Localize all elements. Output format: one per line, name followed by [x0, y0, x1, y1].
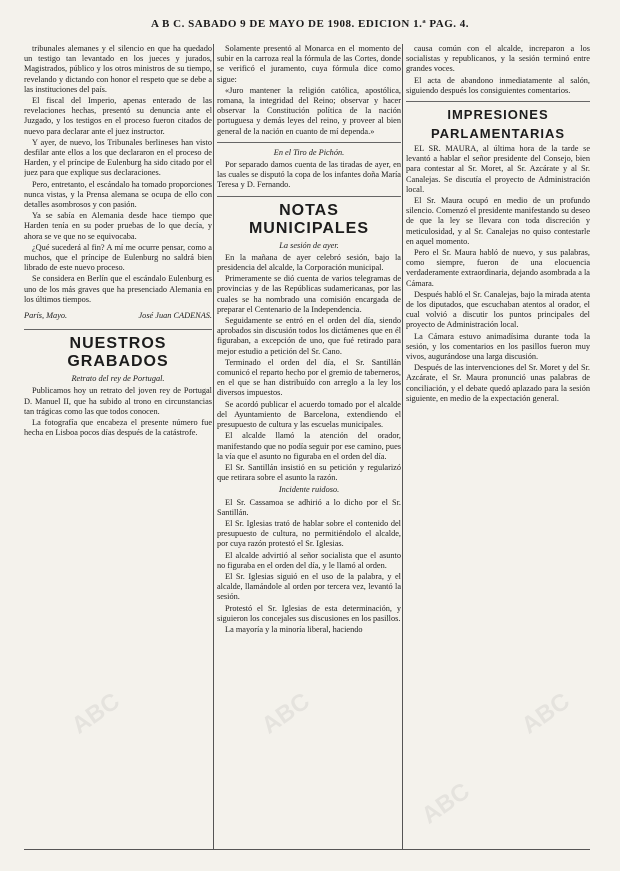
- subheading: Incidente ruidoso.: [278, 485, 340, 495]
- watermark: ABC: [416, 777, 475, 830]
- paragraph: La mayoría y la minoría liberal, haciendo: [225, 624, 363, 634]
- paragraph: Después habló el Sr. Canalejas, bajo la mirada atenta de los diputados, que escuchaban atentos al orador, el cual volvió a discutir los puntos principales del proyecto de Administración local.: [406, 289, 590, 330]
- separator: [24, 329, 212, 330]
- paragraph: El fiscal del Imperio, apenas enterado de las revelaciones hechas, presentó su denuncia ante el Juzgado, y los testigos en el proceso fueron citados de nuevo para declarar ante el juez instructor.: [24, 96, 212, 136]
- paragraph: causa común con el alcalde, increparon a los socialistas y republicanos, y la sesión terminó entre grandes voces.: [406, 44, 590, 74]
- column-2: [217, 44, 401, 852]
- dateline: París, Mayo.: [24, 311, 68, 321]
- watermark: ABC: [256, 687, 315, 740]
- paragraph: Seguidamente se entró en el orden del día, siendo aprobados sin discusión todos los dictámenes que en él figuraban, a excepción de uno, que fué retirado para mejor estudio a petición del Sr. Cano.: [217, 316, 401, 356]
- paragraph: Y ayer, de nuevo, los Tribunales berlineses han visto desfilar ante ellos a los que declararon en el proceso de Harden, y el príncipe de Eulenburg ha sido citado por el juez para que explique sus declaraciones.: [24, 137, 212, 178]
- section-heading-impresiones: IMPRESIONES: [447, 107, 549, 123]
- paragraph: Pero el Sr. Maura habló de nuevo, y sus palabras, como siempre, fueron de una elocuencia verdaderamente extraordinaria, dejando asombrada a la Cámara.: [406, 248, 590, 288]
- author-signature: José Juan CADENAS.: [138, 311, 212, 321]
- paragraph: Se acordó publicar el acuerdo tomado por el alcalde del Ayuntamiento de Barcelona, extendiendo el presupuesto de cultura y las escuelas municipales.: [217, 399, 401, 430]
- section-heading-notas-municipales: NOTAS MUNICIPALES: [248, 201, 370, 237]
- paragraph: El Sr. Iglesias trató de hablar sobre el contenido del presupuesto de cultura, no permitiéndolo el alcalde, por cuya razón protestó el Sr. Iglesias.: [217, 518, 401, 549]
- subheading: La sesión de ayer.: [279, 240, 339, 250]
- column-rule: [402, 44, 403, 849]
- column-rule: [213, 44, 214, 849]
- paragraph: tribunales alemanes y el silencio en que ha quedado un testigo tan levantado en los jueces y jurados, Magistrados, público y los otros ministros de su tiempo, revelando y dictando con honor el respeto que se debe a las instituciones del país.: [24, 44, 212, 94]
- separator: [217, 196, 401, 197]
- subheading: En el Tiro de Pichón.: [273, 147, 345, 157]
- section-heading-grabados: NUESTROS GRABADOS: [67, 335, 169, 371]
- paragraph: Publicamos hoy un retrato del joven rey de Portugal D. Manuel II, que ha subido al trono en circunstancias tan trágicas como las que todos conocen.: [24, 386, 212, 416]
- paragraph: Solamente presentó al Monarca en el momento de subir en la carroza real la fórmula de las Cortes, donde se verificó el juramento, cuya fórmula dice como sigue:: [217, 44, 401, 84]
- subheading: Retrato del rey de Portugal.: [71, 374, 165, 384]
- watermark: ABC: [516, 687, 575, 740]
- paragraph: Por separado damos cuenta de las tiradas de ayer, en las cuales se disputó la copa de los infantes doña María Teresa y D. Fernando.: [217, 160, 401, 190]
- paragraph: Ya se sabía en Alemania desde hace tiempo que Harden tenía en su poder pruebas de lo que decía, y ahora se ve que no se equivocaba.: [24, 211, 212, 241]
- watermark: ABC: [66, 687, 125, 740]
- paragraph: Protestó el Sr. Iglesias de esta determinación, y siguieron los concejales sus discusiones en los pasillos.: [217, 603, 401, 623]
- paragraph: La Cámara estuvo animadísima durante toda la sesión, y los comentarios en los pasillos fueron muy vivos, augurándose una larga discusión.: [406, 331, 590, 362]
- paragraph: La fotografía que encabeza el presente número fue hecha en Lisboa pocos días después de la catástrofe.: [24, 418, 212, 438]
- paragraph: Se considera en Berlín que el escándalo Eulenburg es uno de los más graves que ha presenciado Alemania en los últimos tiempos.: [24, 274, 212, 304]
- paragraph: El Sr. Santillán insistió en su petición y regularizó que retirara sobre el asunto la razón.: [217, 462, 401, 483]
- paragraph: Después de las intervenciones del Sr. Moret y del Sr. Azcárate, el Sr. Maura pronunció unas palabras de conciliación, y el debate quedó aplazado para la sesión siguiente, en medio de la expectación general.: [406, 363, 590, 403]
- section-heading-parlamentarias: PARLAMENTARIAS: [430, 126, 566, 142]
- paragraph: El Sr. Iglesias siguió en el uso de la palabra, y el alcalde, llamándole al orden por tercera vez, levantó la sesión.: [217, 571, 401, 602]
- paragraph: Terminado el orden del día, el Sr. Santillán comunicó el reparto hecho por el gremio de taberneros, en el que se han distribuído con arreglo a la ley los diversos impuestos.: [217, 357, 401, 398]
- separator: [217, 142, 401, 143]
- column-3: [406, 44, 590, 852]
- paragraph: El Sr. Cassamoa se adhirió a lo dicho por el Sr. Santillán.: [217, 497, 401, 517]
- paragraph: Pero, entretanto, el escándalo ha tomado proporciones nunca vistas, y la Prensa alemana se ocupa de ello con detalles asombrosos y con pasión.: [24, 179, 212, 210]
- column-1: [24, 44, 212, 852]
- separator: [406, 101, 590, 102]
- paragraph: «Juro mantener la religión católica, apostólica, romana, la integridad del Reino; observar y hacer observar la Constitución política de la nación portuguesa y demás leyes del reino, y proveer al bien general de la nación en cuanto de mí dependa.»: [217, 85, 401, 136]
- paragraph: Primeramente se dió cuenta de varios telegramas de provincias y de las Repúblicas sudamericanas, por las cuales se ha nombrado una comisión encargada de preparar el Centenario de la Independencia.: [217, 274, 401, 314]
- paragraph: EL SR. MAURA, al última hora de la tarde se levantó a hablar el señor presidente del Consejo, bien para contestar al Sr. Moret, al Sr. Azcárate y al Sr. Canalejas. Se discutía el proyecto de Administración local.: [406, 144, 590, 194]
- page-header: A B C. SABADO 9 DE MAYO DE 1908. EDICION 1.ª PAG. 4.: [150, 18, 470, 30]
- paragraph: ¿Qué sucederá al fin? A mí me ocurre pensar, como a muchos, que el príncipe de Eulenburg no saldrá bien librado de este nuevo proceso.: [24, 242, 212, 273]
- paragraph: En la mañana de ayer celebró sesión, bajo la presidencia del alcalde, la Corporación municipal.: [217, 252, 401, 273]
- paragraph: El acta de abandono inmediatamente al salón, siguiendo después los consiguientes comentarios.: [406, 75, 590, 95]
- paragraph: El Sr. Maura ocupó en medio de un profundo silencio. Comenzó el presidente manifestando su deseo de que la ley se llevara con toda discreción y meticulosidad, y al Sr. Canalejas no quiso contestarle en aquel momento.: [406, 196, 590, 246]
- paragraph: El alcalde advirtió al señor socialista que el asunto no figuraba en el orden del día, y le llamó al orden.: [217, 550, 401, 570]
- paragraph: El alcalde llamó la atención del orador, manifestando que no podía seguir por ese camino, pues la vía que el asunto no figuraba en el orden del día.: [217, 431, 401, 461]
